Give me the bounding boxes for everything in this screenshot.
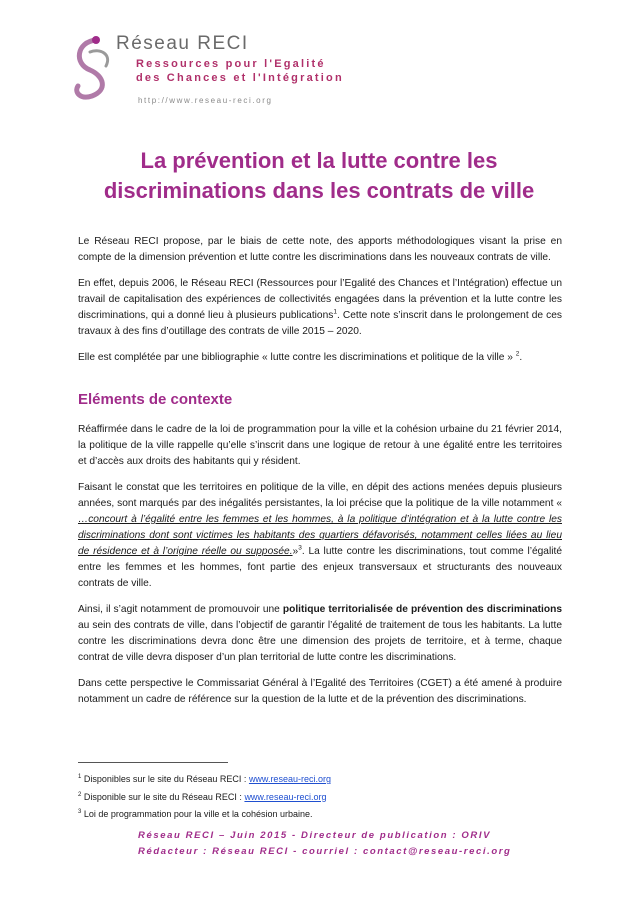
logo-url: http://www.reseau-reci.org <box>138 96 273 105</box>
title-line-2: discriminations dans les contrats de ville <box>103 178 535 203</box>
footnote-2: $^2$ Disponible sur le site du Réseau RECI : www.reseau-reci.org <box>78 791 327 802</box>
footer-contact: Rédacteur : Réseau RECI - courriel : contact@reseau-reci.org <box>138 846 512 857</box>
context-paragraph-3: Ainsi, il s’agit notamment de promouvoir une politique territorialisée de prévention des discriminations au sein des contrats de ville, dans l’objectif de garantir l’égalité de traitement de tous les habitants. La lutte contre les discriminations devra donc être une dimension des projets de territoire, et à terme, chaque contrat de ville devra disposer d’un plan territorial de lutte contre les discriminations. <box>78 604 562 663</box>
title-line-1: La prévention et la lutte contre les <box>140 148 498 173</box>
footer-publication: Réseau RECI – Juin 2015 - Directeur de publication : ORIV <box>138 830 492 841</box>
intro-paragraph-1: Le Réseau RECI propose, par le biais de cette note, des apports méthodologiques visant la prise en compte de la dimension prévention et lutte contre les discriminations dans les nouveaux contrats de ville. <box>78 236 562 263</box>
context-paragraph-1: Réaffirmée dans le cadre de la loi de programmation pour la ville et la cohésion urbaine du 21 février 2014, la politique de la ville rappelle qu’elle s’inscrit dans une logique de retour à une égalité entre les territoires et d’accès aux droits des habitants qui y résident. <box>78 424 562 467</box>
context-paragraph-4: Dans cette perspective le Commissariat Général à l’Egalité des Territoires (CGET) a été amené à produire notamment un cadre de référence sur la question de la lutte et de la prévention des discriminations. <box>78 678 562 705</box>
footnote-link-1[interactable]: www.reseau-reci.org <box>248 774 331 784</box>
intro-paragraph-2: En effet, depuis 2006, le Réseau RECI (Ressources pour l’Egalité des Chances et l’Intégration) effectue un travail de capitalisation des expériences de collectivités engagées dans la prévention et la lutte contre les discriminations, qui a donné lieu à plusieurs publications$^1$. Cette note s’inscrit dans le prolongement de ces travaux à des fins d’outillage des contrats de ville 2015 – 2020. <box>78 278 562 337</box>
footnote-ref-3[interactable]: 3 <box>298 544 302 552</box>
footnote-divider <box>78 762 228 763</box>
logo-subtitle-2: des Chances et l'Intégration <box>136 72 344 84</box>
context-paragraph-2: Faisant le constat que les territoires en politique de la ville, en dépit des actions menées depuis plusieurs années, sont marqués par des inégalités persistantes, la loi précise que la politique de la ville notamment « …concourt à l’égalité entre les femmes et les hommes, à la politique d’intégration et à la lutte contre les discriminations dont sont victimes les habitants des quartiers défavorisés, notamment celles liées au lieu de résidence et à l’origine réelle ou supposée.»$^3$. La lutte contre les discriminations, tout comme l’égalité entre les femmes et les hommes, font partie des enjeux transversaux et structurants des nouveaux contrats de ville. <box>78 482 562 589</box>
footnote-1: $^1$ Disponibles sur le site du Réseau RECI : www.reseau-reci.org <box>78 774 331 784</box>
logo-title: Réseau RECI <box>116 33 249 54</box>
intro-paragraph-3: Elle est complétée par une bibliographie « lutte contre les discriminations et politique de la ville » $^2$. <box>78 350 523 363</box>
document-body <box>78 234 562 718</box>
law-quote: …concourt à l’égalité entre les femmes et les hommes, à la politique d’intégration et à la lutte contre les discriminations dont sont victimes les habitants des quartiers défavorisés, notamment celles liées au lieu de résidence et à l’origine réelle ou supposée. <box>78 514 562 557</box>
footnotes <box>78 770 562 823</box>
footnote-ref-1[interactable]: 1 <box>333 308 337 316</box>
logo <box>66 32 366 112</box>
footnote-3: $^3$ Loi de programmation pour la ville et la cohésion urbaine. <box>78 809 313 819</box>
document-title <box>60 146 578 206</box>
footnote-link-2[interactable]: www.reseau-reci.org <box>244 791 327 802</box>
section-heading: Eléments de contexte <box>78 391 233 408</box>
footnote-ref-2[interactable]: 2 <box>515 350 520 358</box>
logo-subtitle-1: Ressources pour l'Egalité <box>136 58 326 70</box>
emphasis-policy: politique territorialisée de prévention des discriminations <box>282 604 562 615</box>
